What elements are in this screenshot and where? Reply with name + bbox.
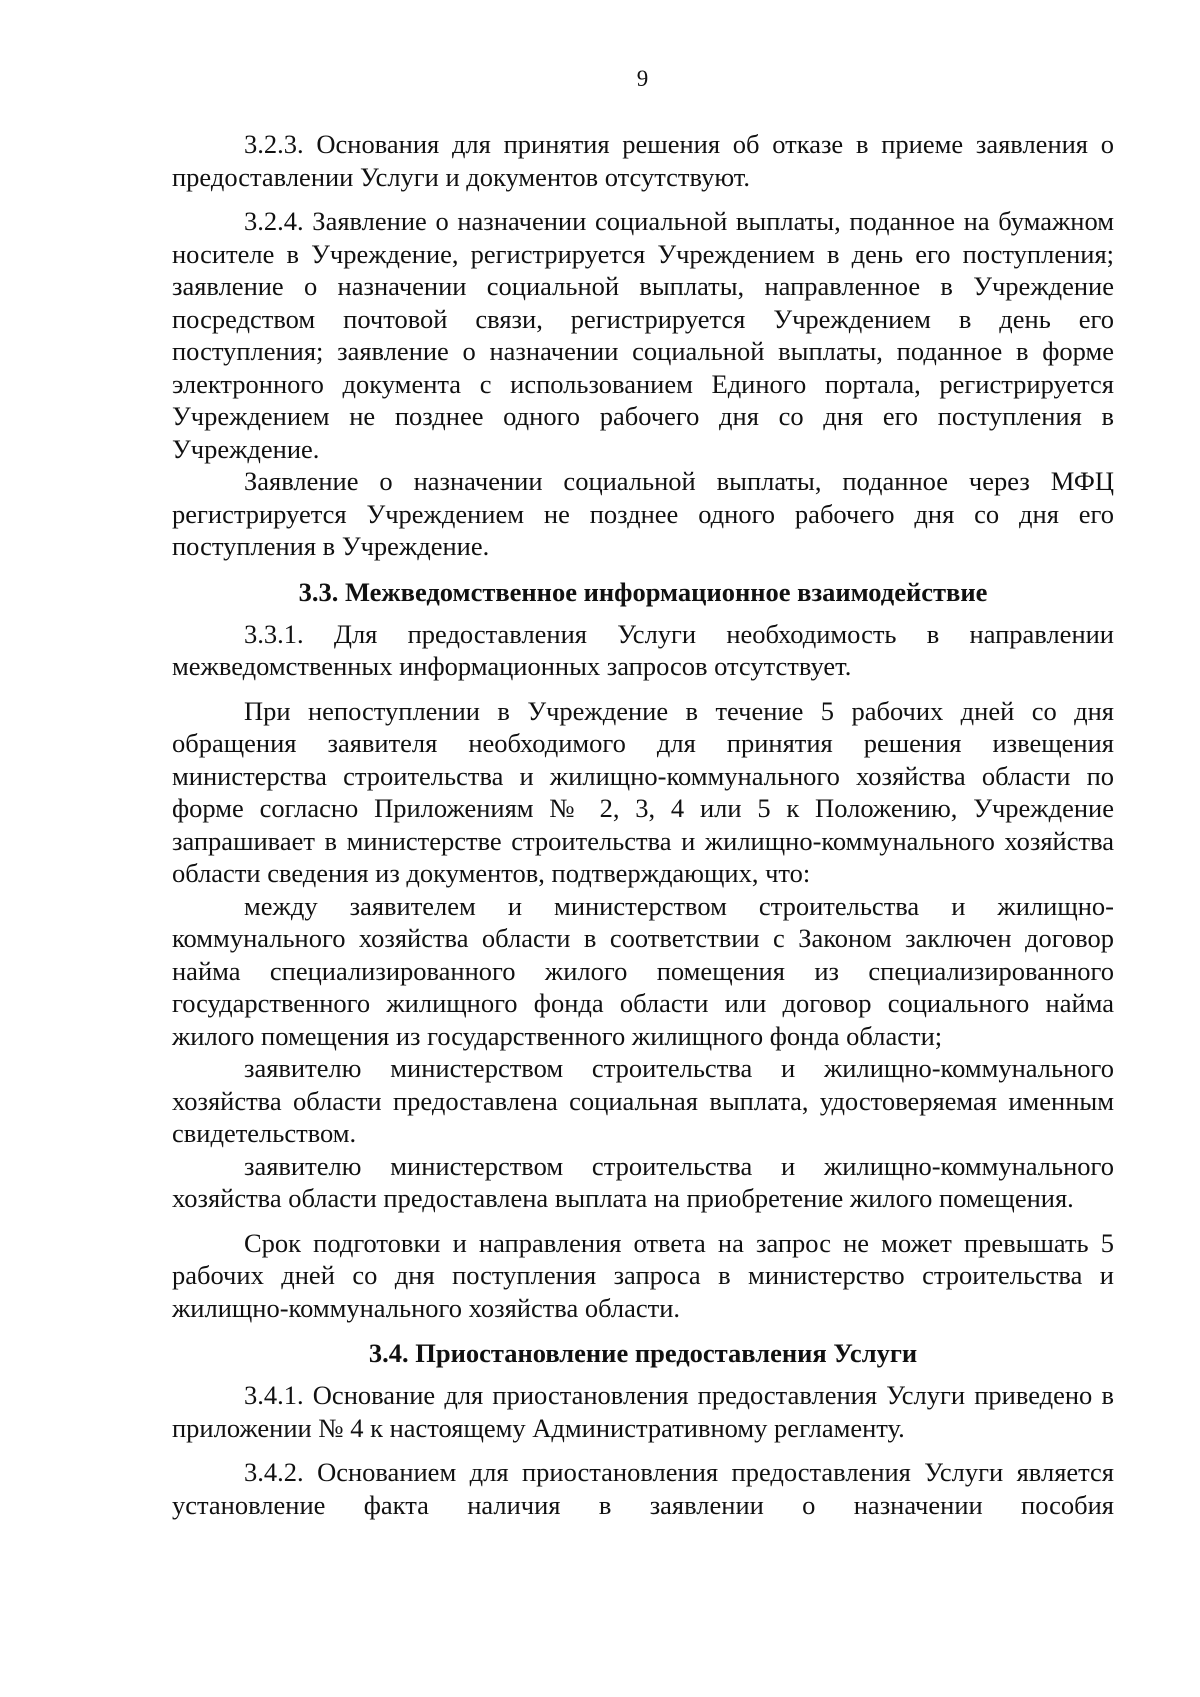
heading-3-3: 3.3. Межведомственное информационное взаимодействие xyxy=(298,576,988,607)
document-body xyxy=(172,128,1114,1521)
paragraph-response-term: Срок подготовки и направления ответа на запрос не может превышать 5 рабочих дней со дня поступления запроса в министерство строительства и жилищно-коммунального хозяйства области. xyxy=(172,1227,1114,1323)
heading-3-4: 3.4. Приостановление предоставления Услуги xyxy=(368,1338,918,1368)
paragraph-3-4-2: 3.4.2. Основанием для приостановления предоставления Услуги является установление факта наличия в заявлении о назначении пособия xyxy=(172,1457,1114,1520)
paragraph-3-2-4: 3.2.4. Заявление о назначении социальной выплаты, поданное на бумажном носителе в Учреждение, регистрируется Учреждением в день его поступления; заявление о назначении социальной выплаты, направленное в Учреждение посредством почтовой связи, регистрируется Учреждением в день его поступления; заявление о назначении социальной выплаты, поданное в форме электронного документа с использованием Единого портала, регистрируется Учреждением не позднее одного рабочего дня со дня его поступления в Учреждение. xyxy=(172,206,1114,464)
paragraph-3-4-1: 3.4.1. Основание для приостановления предоставления Услуги приведено в приложении № 4 к настоящему Административному регламенту. xyxy=(172,1380,1114,1443)
paragraph-3-3-1: 3.3.1. Для предоставления Услуги необходимость в направлении межведомственных информационных запросов отсутствует. xyxy=(172,618,1114,681)
paragraph-mfc-registration: Заявление о назначении социальной выплаты, поданное через МФЦ регистрируется Учреждением не позднее одного рабочего дня со дня его поступления в Учреждение. xyxy=(172,466,1114,561)
paragraph-3-2-3: 3.2.3. Основания для принятия решения об отказе в приеме заявления о предоставлении Услуги и документов отсутствуют. xyxy=(172,129,1114,192)
page-number: 9 xyxy=(636,66,649,91)
paragraph-social-payment-condition: заявителю министерством строительства и жилищно-коммунального хозяйства области предоставлена социальная выплата, удостоверяемая именным свидетельством. xyxy=(172,1053,1114,1148)
paragraph-nonreceipt-request: При непоступлении в Учреждение в течение 5 рабочих дней со дня обращения заявителя необходимого для принятия решения извещения министерства строительства и жилищно-коммунального хозяйства области по форме согласно Приложениям № 2, 3, 4 или 5 к Положению, Учреждение запрашивает в министерстве строительства и жилищно-коммунального хозяйства области сведения из документов, подтверждающих, что: xyxy=(172,695,1114,888)
paragraph-contract-condition: между заявителем и министерством строительства и жилищно-коммунального хозяйства области в соответствии с Законом заключен договор найма специализированного жилого помещения из специализированного государственного жилищного фонда области или договор социального найма жилого помещения из государственного жилищного фонда области; xyxy=(172,890,1114,1051)
paragraph-housing-payment-condition: заявителю министерством строительства и жилищно-коммунального хозяйства области предоставлена выплата на приобретение жилого помещения. xyxy=(172,1150,1114,1213)
